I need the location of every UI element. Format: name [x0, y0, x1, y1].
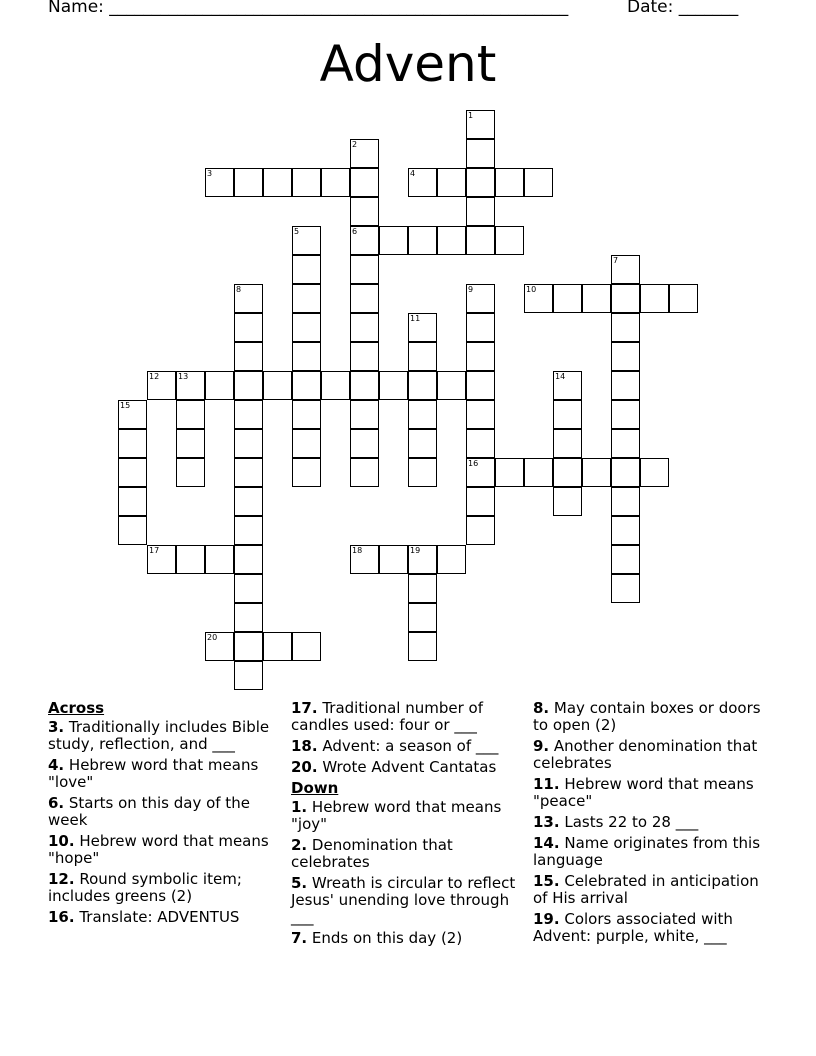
crossword-cell[interactable] — [408, 429, 437, 458]
crossword-cell[interactable] — [205, 371, 234, 400]
crossword-cell[interactable] — [495, 458, 524, 487]
clue-item-number: 6. — [48, 794, 65, 812]
clue-number: 11 — [410, 314, 421, 323]
clue-item-number: 9. — [533, 737, 550, 755]
crossword-cell[interactable] — [350, 313, 379, 342]
clue-item — [48, 757, 284, 791]
crossword-cell[interactable] — [234, 661, 263, 690]
clue-item-number: 14. — [533, 834, 560, 852]
clue-item — [533, 738, 769, 772]
clue-item-number: 10. — [48, 832, 75, 850]
clue-item — [533, 776, 769, 810]
clue-number: 14 — [555, 372, 566, 381]
crossword-cell[interactable] — [205, 168, 234, 197]
crossword-cell[interactable] — [118, 487, 147, 516]
crossword-cell[interactable] — [118, 458, 147, 487]
clue-number: 5 — [294, 227, 300, 236]
crossword-cell[interactable] — [263, 632, 292, 661]
clue-number: 3 — [207, 169, 213, 178]
clue-item-text: Denomination that celebrates — [291, 836, 453, 871]
crossword-cell[interactable] — [234, 487, 263, 516]
crossword-cell[interactable] — [611, 545, 640, 574]
clue-item — [291, 799, 527, 833]
crossword-cell[interactable] — [466, 516, 495, 545]
crossword-cell[interactable] — [466, 429, 495, 458]
crossword-cell[interactable] — [553, 429, 582, 458]
clue-number: 8 — [236, 285, 242, 294]
clue-number: 20 — [207, 633, 218, 642]
crossword-cell[interactable] — [611, 574, 640, 603]
clue-item — [291, 930, 527, 947]
clue-item-text: Lasts 22 to 28 ___ — [559, 813, 699, 831]
crossword-cell[interactable] — [611, 255, 640, 284]
clue-item — [48, 719, 284, 753]
crossword-cell[interactable] — [524, 284, 553, 313]
clue-item-number: 15. — [533, 872, 560, 890]
crossword-cell[interactable] — [176, 545, 205, 574]
clue-number: 2 — [352, 140, 358, 149]
crossword-cell[interactable] — [611, 284, 640, 313]
crossword-cell[interactable] — [292, 342, 321, 371]
crossword-cell[interactable] — [408, 632, 437, 661]
crossword-cell[interactable] — [350, 458, 379, 487]
crossword-cell[interactable] — [118, 400, 147, 429]
clue-number: 6 — [352, 227, 358, 236]
crossword-cell[interactable] — [437, 168, 466, 197]
clue-item-text: Round symbolic item; includes greens (2) — [48, 870, 242, 905]
clue-item-number: 17. — [291, 699, 318, 717]
crossword-cell[interactable] — [234, 284, 263, 313]
clue-item-text: Hebrew word that means "love" — [48, 756, 259, 791]
crossword-cell[interactable] — [408, 313, 437, 342]
clue-item-text: Hebrew word that means "hope" — [48, 832, 269, 867]
crossword-cell[interactable] — [350, 284, 379, 313]
crossword-cell[interactable] — [408, 603, 437, 632]
clue-number: 17 — [149, 546, 160, 555]
crossword-cell[interactable] — [611, 458, 640, 487]
crossword-cell[interactable] — [611, 487, 640, 516]
crossword-cell[interactable] — [379, 371, 408, 400]
crossword-cell[interactable] — [234, 458, 263, 487]
clue-item-number: 5. — [291, 874, 308, 892]
clue-item — [48, 833, 284, 867]
crossword-cell[interactable] — [350, 429, 379, 458]
clue-item-number: 19. — [533, 910, 560, 928]
crossword-cell[interactable] — [466, 168, 495, 197]
clue-item-text: Traditionally includes Bible study, reflection, and ___ — [48, 718, 270, 753]
crossword-cell[interactable] — [611, 342, 640, 371]
crossword-cell[interactable] — [205, 545, 234, 574]
crossword-cell[interactable] — [292, 255, 321, 284]
crossword-cell[interactable] — [350, 226, 379, 255]
crossword-cell[interactable] — [350, 371, 379, 400]
clues-column-1 — [48, 700, 284, 930]
crossword-cell[interactable] — [466, 458, 495, 487]
clue-item-number: 18. — [291, 737, 318, 755]
clue-section-heading: Down — [291, 779, 339, 797]
crossword-cell[interactable] — [292, 429, 321, 458]
crossword-cell[interactable] — [611, 516, 640, 545]
clue-item-text: Traditional number of candles used: four or ___ — [291, 699, 483, 734]
clue-item — [533, 700, 769, 734]
crossword-cell[interactable] — [640, 284, 669, 313]
crossword-cell[interactable] — [524, 168, 553, 197]
crossword-cell[interactable] — [379, 545, 408, 574]
crossword-cell[interactable] — [176, 429, 205, 458]
crossword-cell[interactable] — [466, 197, 495, 226]
crossword-cell[interactable] — [466, 342, 495, 371]
clue-item-text: Starts on this day of the week — [48, 794, 250, 829]
clue-number: 1 — [468, 111, 474, 120]
clue-item-text: Ends on this day (2) — [307, 929, 463, 947]
crossword-cell[interactable] — [263, 168, 292, 197]
crossword-cell[interactable] — [466, 226, 495, 255]
crossword-cell[interactable] — [408, 545, 437, 574]
crossword-cell[interactable] — [379, 226, 408, 255]
crossword-cell[interactable] — [495, 226, 524, 255]
clue-item-number: 1. — [291, 798, 308, 816]
page-title: Advent — [319, 35, 497, 93]
crossword-cell[interactable] — [350, 545, 379, 574]
crossword-cell[interactable] — [234, 168, 263, 197]
crossword-cell[interactable] — [553, 458, 582, 487]
clue-item — [291, 837, 527, 871]
crossword-cell[interactable] — [234, 342, 263, 371]
crossword-cell[interactable] — [234, 603, 263, 632]
crossword-cell[interactable] — [292, 226, 321, 255]
crossword-cell[interactable] — [582, 284, 611, 313]
clue-item — [533, 814, 769, 831]
crossword-cell[interactable] — [611, 371, 640, 400]
crossword-cell[interactable] — [234, 574, 263, 603]
crossword-cell[interactable] — [553, 487, 582, 516]
clue-item-number: 11. — [533, 775, 560, 793]
crossword-cell[interactable] — [640, 458, 669, 487]
crossword-cell[interactable] — [437, 371, 466, 400]
clues-column-2 — [291, 700, 527, 951]
crossword-cell[interactable] — [437, 226, 466, 255]
clue-item-number: 20. — [291, 758, 318, 776]
crossword-cell[interactable] — [321, 371, 350, 400]
clue-item — [533, 911, 769, 945]
crossword-cell[interactable] — [408, 226, 437, 255]
crossword-cell[interactable] — [553, 284, 582, 313]
clue-item — [291, 759, 527, 776]
clue-item-text: Colors associated with Advent: purple, white, ___ — [533, 910, 733, 945]
crossword-cell[interactable] — [234, 516, 263, 545]
crossword-cell[interactable] — [466, 110, 495, 139]
crossword-cell[interactable] — [669, 284, 698, 313]
crossword-cell[interactable] — [611, 400, 640, 429]
crossword-cell[interactable] — [147, 371, 176, 400]
crossword-cell[interactable] — [292, 313, 321, 342]
crossword-cell[interactable] — [176, 371, 205, 400]
clue-number: 18 — [352, 546, 363, 555]
crossword-cell[interactable] — [408, 574, 437, 603]
crossword-cell[interactable] — [553, 371, 582, 400]
crossword-cell[interactable] — [118, 516, 147, 545]
crossword-cell[interactable] — [466, 371, 495, 400]
crossword-cell[interactable] — [408, 458, 437, 487]
clue-item-text: Hebrew word that means "peace" — [533, 775, 754, 810]
crossword-cell[interactable] — [118, 429, 147, 458]
date-field-label: Date: _______ — [627, 0, 739, 17]
clue-item — [291, 738, 527, 755]
clue-number: 15 — [120, 401, 131, 410]
crossword-cell[interactable] — [321, 168, 350, 197]
clue-item-text: Wrote Advent Cantatas — [317, 758, 497, 776]
crossword-cell[interactable] — [437, 545, 466, 574]
clue-item — [291, 700, 527, 734]
crossword-cell[interactable] — [466, 284, 495, 313]
clue-item-number: 13. — [533, 813, 560, 831]
clue-item-text: Celebrated in anticipation of His arrival — [533, 872, 759, 907]
clue-number: 13 — [178, 372, 189, 381]
crossword-cell[interactable] — [466, 313, 495, 342]
clue-number: 16 — [468, 459, 479, 468]
clue-number: 9 — [468, 285, 474, 294]
clue-item-text: Hebrew word that means "joy" — [291, 798, 502, 833]
crossword-cell[interactable] — [495, 168, 524, 197]
crossword-cell[interactable] — [350, 342, 379, 371]
crossword-cell[interactable] — [292, 168, 321, 197]
clue-item-number: 12. — [48, 870, 75, 888]
crossword-cell[interactable] — [350, 197, 379, 226]
clue-item-number: 8. — [533, 699, 550, 717]
crossword-cell[interactable] — [466, 400, 495, 429]
crossword-cell[interactable] — [350, 168, 379, 197]
crossword-cell[interactable] — [408, 168, 437, 197]
clue-item-number: 4. — [48, 756, 65, 774]
crossword-cell[interactable] — [408, 371, 437, 400]
crossword-cell[interactable] — [234, 371, 263, 400]
crossword-cell[interactable] — [292, 400, 321, 429]
clue-item — [48, 871, 284, 905]
clue-item-text: May contain boxes or doors to open (2) — [533, 699, 761, 734]
crossword-cell[interactable] — [350, 255, 379, 284]
clue-number: 19 — [410, 546, 421, 555]
clue-item-text: Advent: a season of ___ — [317, 737, 499, 755]
crossword-cell[interactable] — [408, 342, 437, 371]
clue-number: 7 — [613, 256, 619, 265]
crossword-cell[interactable] — [234, 313, 263, 342]
clue-item-text: Another denomination that celebrates — [533, 737, 758, 772]
crossword-cell[interactable] — [553, 400, 582, 429]
crossword-cell[interactable] — [466, 487, 495, 516]
clue-number: 10 — [526, 285, 537, 294]
crossword-cell[interactable] — [524, 458, 553, 487]
clues-column-3 — [533, 700, 769, 949]
crossword-cell[interactable] — [176, 458, 205, 487]
crossword-cell[interactable] — [466, 139, 495, 168]
crossword-cell[interactable] — [292, 458, 321, 487]
crossword-cell[interactable] — [611, 313, 640, 342]
clue-item-number: 2. — [291, 836, 308, 854]
crossword-cell[interactable] — [408, 400, 437, 429]
clue-item-number: 16. — [48, 908, 75, 926]
clue-item-text: Name originates from this language — [533, 834, 761, 869]
crossword-cell[interactable] — [350, 139, 379, 168]
crossword-cell[interactable] — [263, 371, 292, 400]
crossword-cell[interactable] — [350, 400, 379, 429]
clue-item-text: Wreath is circular to reflect Jesus' unending love through ___ — [291, 874, 516, 926]
name-field-label: Name: ______________________________________________________ — [48, 0, 569, 17]
clue-section-heading: Across — [48, 699, 105, 717]
crossword-cell[interactable] — [205, 632, 234, 661]
crossword-cell[interactable] — [292, 371, 321, 400]
crossword-cell[interactable] — [234, 545, 263, 574]
crossword-cell[interactable] — [147, 545, 176, 574]
clue-item — [533, 873, 769, 907]
clue-item-number: 3. — [48, 718, 65, 736]
crossword-cell[interactable] — [611, 429, 640, 458]
clue-item — [533, 835, 769, 869]
clue-item — [48, 909, 284, 926]
crossword-cell[interactable] — [234, 400, 263, 429]
crossword-cell[interactable] — [292, 284, 321, 313]
crossword-cell[interactable] — [176, 400, 205, 429]
clue-number: 12 — [149, 372, 160, 381]
crossword-cell[interactable] — [234, 429, 263, 458]
crossword-cell[interactable] — [292, 632, 321, 661]
crossword-cell[interactable] — [582, 458, 611, 487]
clue-number: 4 — [410, 169, 416, 178]
clue-item-number: 7. — [291, 929, 308, 947]
clue-item-text: Translate: ADVENTUS — [74, 908, 240, 926]
clue-item — [48, 795, 284, 829]
crossword-cell[interactable] — [234, 632, 263, 661]
clue-item — [291, 875, 527, 926]
